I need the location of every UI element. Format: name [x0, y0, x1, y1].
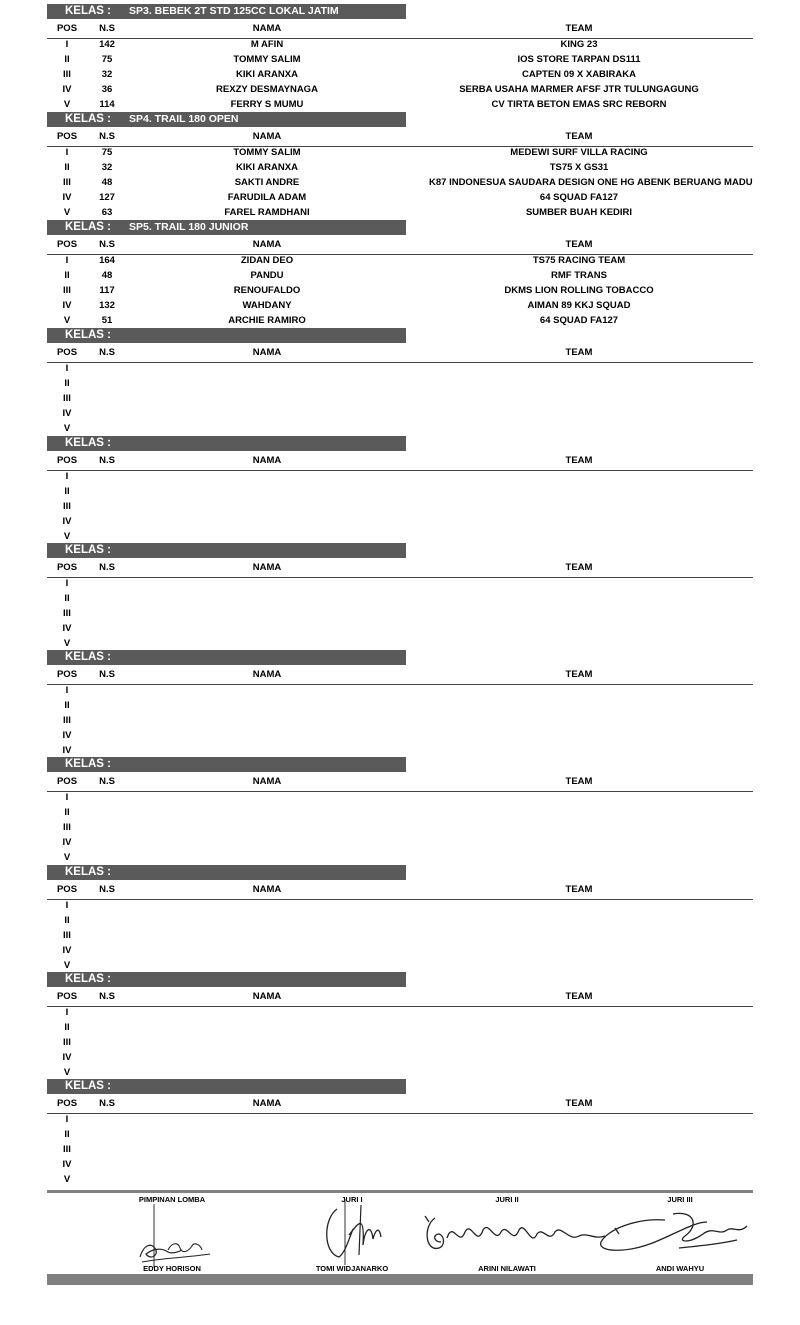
pos-cell: IV [62, 408, 72, 419]
col-ns-header: N.S [99, 455, 115, 466]
table-row [47, 421, 753, 436]
kelas-header-bar [47, 972, 406, 987]
kelas-label: KELAS : [65, 329, 111, 341]
nama-cell: TOMMY SALIM [233, 147, 301, 158]
pos-cell: IV [62, 84, 72, 95]
col-ns-header: N.S [99, 239, 115, 250]
table-row [47, 835, 753, 850]
col-nama-header: NAMA [252, 991, 282, 1002]
kelas-header-bar [47, 4, 406, 19]
col-ns-header: N.S [99, 776, 115, 787]
table-row [47, 376, 753, 391]
col-ns-header: N.S [99, 1098, 115, 1109]
pos-cell: IV [62, 623, 72, 634]
col-ns-header: N.S [99, 131, 115, 142]
col-pos-header: POS [56, 455, 78, 466]
kelas-header-bar [47, 650, 406, 665]
pos-cell: I [65, 792, 69, 803]
table-row [47, 1142, 753, 1157]
col-nama-header: NAMA [252, 562, 282, 573]
pos-cell: I [65, 1007, 69, 1018]
team-cell: AIMAN 89 KKJ SQUAD [527, 300, 631, 311]
ns-cell: 36 [101, 84, 113, 95]
nama-cell: RENOUFALDO [233, 285, 301, 296]
nama-cell: ARCHIE RAMIRO [228, 315, 306, 326]
table-row [47, 190, 753, 205]
col-pos-header: POS [56, 562, 78, 573]
nama-cell: TOMMY SALIM [233, 54, 301, 65]
pos-cell: III [63, 1037, 71, 1048]
table-row [47, 67, 753, 82]
table-row [47, 713, 753, 728]
table-row [47, 1112, 753, 1127]
pos-cell: IV [62, 730, 72, 741]
table-row [47, 1035, 753, 1050]
table-row [47, 361, 753, 376]
table-row [47, 850, 753, 865]
pos-cell: III [63, 822, 71, 833]
col-pos-header: POS [56, 669, 78, 680]
team-cell: K87 INDONESUA SAUDARA DESIGN ONE HG ABENK BERUANG MADU [429, 177, 753, 188]
col-nama-header: NAMA [252, 669, 282, 680]
table-row [47, 529, 753, 544]
table-row [47, 913, 753, 928]
pos-cell: I [65, 685, 69, 696]
pos-cell: I [65, 1114, 69, 1125]
pos-cell: II [64, 1129, 70, 1140]
kelas-label: KELAS : [65, 437, 111, 449]
ns-cell: 32 [101, 69, 113, 80]
team-cell: DKMS LION ROLLING TOBACCO [504, 285, 654, 296]
table-row [47, 391, 753, 406]
pos-cell: II [64, 162, 70, 173]
table-row [47, 298, 753, 313]
ns-cell: 75 [101, 147, 113, 158]
team-cell: 64 SQUAD FA127 [539, 192, 619, 203]
pos-cell: V [63, 531, 71, 542]
col-ns-header: N.S [99, 23, 115, 34]
pos-cell: I [65, 578, 69, 589]
col-nama-header: NAMA [252, 455, 282, 466]
col-ns-header: N.S [99, 884, 115, 895]
ns-cell: 117 [99, 285, 115, 296]
nama-cell: WAHDANY [242, 300, 292, 311]
pos-cell: IV [62, 1159, 72, 1170]
table-row [47, 1020, 753, 1035]
ns-cell: 48 [101, 177, 113, 188]
kelas-header-bar [47, 328, 406, 343]
pos-cell: I [65, 255, 69, 266]
table-row [47, 97, 753, 112]
team-cell: TS75 X GS31 [549, 162, 609, 173]
col-pos-header: POS [56, 1098, 78, 1109]
pos-cell: I [65, 900, 69, 911]
table-row [47, 1050, 753, 1065]
signature-juri-1 [315, 1195, 425, 1267]
team-cell: IOS STORE TARPAN DS111 [517, 54, 641, 65]
table-row [47, 283, 753, 298]
table-row [47, 820, 753, 835]
col-pos-header: POS [56, 884, 78, 895]
table-row [47, 268, 753, 283]
nama-cell: REXZY DESMAYNAGA [216, 84, 318, 95]
col-nama-header: NAMA [252, 1098, 282, 1109]
nama-cell: KIKI ARANXA [236, 69, 298, 80]
sig-title-juri-3: JURI III [667, 1195, 693, 1204]
ns-cell: 132 [99, 300, 115, 311]
pos-cell: IV [62, 1052, 72, 1063]
ns-cell: 63 [101, 207, 113, 218]
col-ns-header: N.S [99, 562, 115, 573]
col-pos-header: POS [56, 131, 78, 142]
pos-cell: III [63, 177, 71, 188]
team-cell: SUMBER BUAH KEDIRI [525, 207, 633, 218]
pos-cell: II [64, 700, 70, 711]
ns-cell: 114 [99, 99, 115, 110]
pos-cell: I [65, 39, 69, 50]
ns-cell: 32 [101, 162, 113, 173]
kelas-header-bar [47, 1079, 406, 1094]
pos-cell: III [63, 501, 71, 512]
pos-cell: III [63, 930, 71, 941]
ns-cell: 164 [99, 255, 115, 266]
table-row [47, 683, 753, 698]
kelas-header-bar [47, 865, 406, 880]
nama-cell: SAKTI ANDRE [234, 177, 300, 188]
pos-cell: I [65, 363, 69, 374]
sig-name-juri-2: ARINI NILAWATI [478, 1264, 536, 1273]
sig-title-juri-1: JURI I [341, 1195, 363, 1204]
table-row [47, 52, 753, 67]
kelas-label: KELAS : [65, 651, 111, 663]
team-cell: MEDEWI SURF VILLA RACING [510, 147, 648, 158]
kelas-label: KELAS : [65, 973, 111, 985]
pos-cell: V [63, 960, 71, 971]
kelas-label: KELAS : [65, 221, 111, 233]
pos-cell: V [63, 423, 71, 434]
table-row [47, 82, 753, 97]
kelas-label: KELAS : [65, 1080, 111, 1092]
table-row [47, 790, 753, 805]
table-row [47, 1005, 753, 1020]
pos-cell: IV [62, 745, 72, 756]
nama-cell: M AFIN [250, 39, 284, 50]
pos-cell: V [63, 852, 71, 863]
nama-cell: KIKI ARANXA [236, 162, 298, 173]
ns-cell: 75 [101, 54, 113, 65]
kelas-header-bar [47, 220, 406, 235]
table-row [47, 469, 753, 484]
col-ns-header: N.S [99, 669, 115, 680]
team-cell: CAPTEN 09 X XABIRAKA [521, 69, 637, 80]
pos-cell: IV [62, 192, 72, 203]
table-row [47, 958, 753, 973]
table-row [47, 928, 753, 943]
pos-cell: II [64, 1022, 70, 1033]
nama-cell: FAREL RAMDHANI [224, 207, 310, 218]
col-team-header: TEAM [565, 23, 593, 34]
pos-cell: II [64, 378, 70, 389]
col-pos-header: POS [56, 776, 78, 787]
table-row [47, 576, 753, 591]
table-row [47, 898, 753, 913]
table-row [47, 514, 753, 529]
signature-juri-3 [595, 1208, 755, 1258]
ns-cell: 127 [99, 192, 115, 203]
col-team-header: TEAM [565, 239, 593, 250]
table-row [47, 145, 753, 160]
pos-cell: II [64, 270, 70, 281]
table-row [47, 37, 753, 52]
table-row [47, 175, 753, 190]
table-row [47, 313, 753, 328]
pos-cell: IV [62, 516, 72, 527]
col-team-header: TEAM [565, 455, 593, 466]
nama-cell: FARUDILA ADAM [227, 192, 307, 203]
kelas-title: SP4. TRAIL 180 OPEN [129, 113, 239, 125]
sig-title-juri-2: JURI II [495, 1195, 519, 1204]
pos-cell: V [63, 315, 71, 326]
kelas-label: KELAS : [65, 5, 111, 17]
pos-cell: II [64, 54, 70, 65]
col-ns-header: N.S [99, 347, 115, 358]
col-nama-header: NAMA [252, 23, 282, 34]
pos-cell: I [65, 147, 69, 158]
col-team-header: TEAM [565, 884, 593, 895]
pos-cell: IV [62, 300, 72, 311]
col-team-header: TEAM [565, 562, 593, 573]
pos-cell: II [64, 807, 70, 818]
col-team-header: TEAM [565, 1098, 593, 1109]
sig-name-juri-1: TOMI WIDJANARKO [315, 1264, 389, 1273]
kelas-header-bar [47, 757, 406, 772]
sig-name-juri-3: ANDI WAHYU [655, 1264, 705, 1273]
pos-cell: I [65, 471, 69, 482]
table-row [47, 1157, 753, 1172]
pos-cell: II [64, 915, 70, 926]
sig-name-pimpinan: EDDY HORISON [143, 1264, 201, 1273]
nama-cell: FERRY S MUMU [230, 99, 304, 110]
pos-cell: V [63, 99, 71, 110]
team-cell: SERBA USAHA MARMER AFSF JTR TULUNGAGUNG [459, 84, 699, 95]
nama-cell: PANDU [250, 270, 284, 281]
kelas-label: KELAS : [65, 113, 111, 125]
kelas-label: KELAS : [65, 544, 111, 556]
table-row [47, 591, 753, 606]
ns-cell: 51 [101, 315, 113, 326]
pos-cell: V [63, 1067, 71, 1078]
signature-footer [47, 1190, 753, 1285]
table-row [47, 606, 753, 621]
table-row [47, 1127, 753, 1142]
table-row [47, 205, 753, 220]
table-row [47, 728, 753, 743]
kelas-title: SP3. BEBEK 2T STD 125CC LOKAL JATIM [129, 5, 339, 17]
col-team-header: TEAM [565, 991, 593, 1002]
col-pos-header: POS [56, 991, 78, 1002]
pos-cell: III [63, 285, 71, 296]
pos-cell: IV [62, 837, 72, 848]
kelas-label: KELAS : [65, 758, 111, 770]
col-team-header: TEAM [565, 669, 593, 680]
kelas-header-bar [47, 436, 406, 451]
col-pos-header: POS [56, 239, 78, 250]
table-row [47, 499, 753, 514]
col-pos-header: POS [56, 347, 78, 358]
team-cell: 64 SQUAD FA127 [539, 315, 619, 326]
pos-cell: III [63, 393, 71, 404]
table-row [47, 636, 753, 651]
ns-cell: 48 [101, 270, 113, 281]
pos-cell: V [63, 638, 71, 649]
pos-cell: III [63, 69, 71, 80]
pos-cell: III [63, 608, 71, 619]
pos-cell: II [64, 486, 70, 497]
footer-top-rule [47, 1190, 753, 1193]
table-row [47, 253, 753, 268]
col-team-header: TEAM [565, 776, 593, 787]
pos-cell: V [63, 1174, 71, 1185]
table-row [47, 160, 753, 175]
kelas-title: SP5. TRAIL 180 JUNIOR [129, 221, 249, 233]
ns-cell: 142 [99, 39, 115, 50]
table-row [47, 406, 753, 421]
col-ns-header: N.S [99, 991, 115, 1002]
team-cell: KING 23 [560, 39, 598, 50]
pos-cell: III [63, 1144, 71, 1155]
pos-cell: III [63, 715, 71, 726]
table-row [47, 1172, 753, 1187]
kelas-header-bar [47, 112, 406, 127]
pos-cell: V [63, 207, 71, 218]
nama-cell: ZIDAN DEO [240, 255, 294, 266]
signature-pimpinan [132, 1202, 222, 1270]
table-row [47, 484, 753, 499]
table-row [47, 743, 753, 758]
sig-title-pimpinan: PIMPINAN LOMBA [138, 1195, 206, 1204]
table-row [47, 805, 753, 820]
kelas-label: KELAS : [65, 866, 111, 878]
table-row [47, 621, 753, 636]
pos-cell: IV [62, 945, 72, 956]
table-row [47, 698, 753, 713]
pos-cell: II [64, 593, 70, 604]
col-nama-header: NAMA [252, 884, 282, 895]
col-team-header: TEAM [565, 347, 593, 358]
col-nama-header: NAMA [252, 239, 282, 250]
footer-bottom-bar [47, 1274, 753, 1285]
col-pos-header: POS [56, 23, 78, 34]
team-cell: RMF TRANS [551, 270, 607, 281]
kelas-header-bar [47, 543, 406, 558]
table-row [47, 1065, 753, 1080]
col-nama-header: NAMA [252, 131, 282, 142]
col-team-header: TEAM [565, 131, 593, 142]
table-row [47, 943, 753, 958]
col-nama-header: NAMA [252, 347, 282, 358]
team-cell: TS75 RACING TEAM [532, 255, 626, 266]
team-cell: CV TIRTA BETON EMAS SRC REBORN [491, 99, 667, 110]
col-nama-header: NAMA [252, 776, 282, 787]
